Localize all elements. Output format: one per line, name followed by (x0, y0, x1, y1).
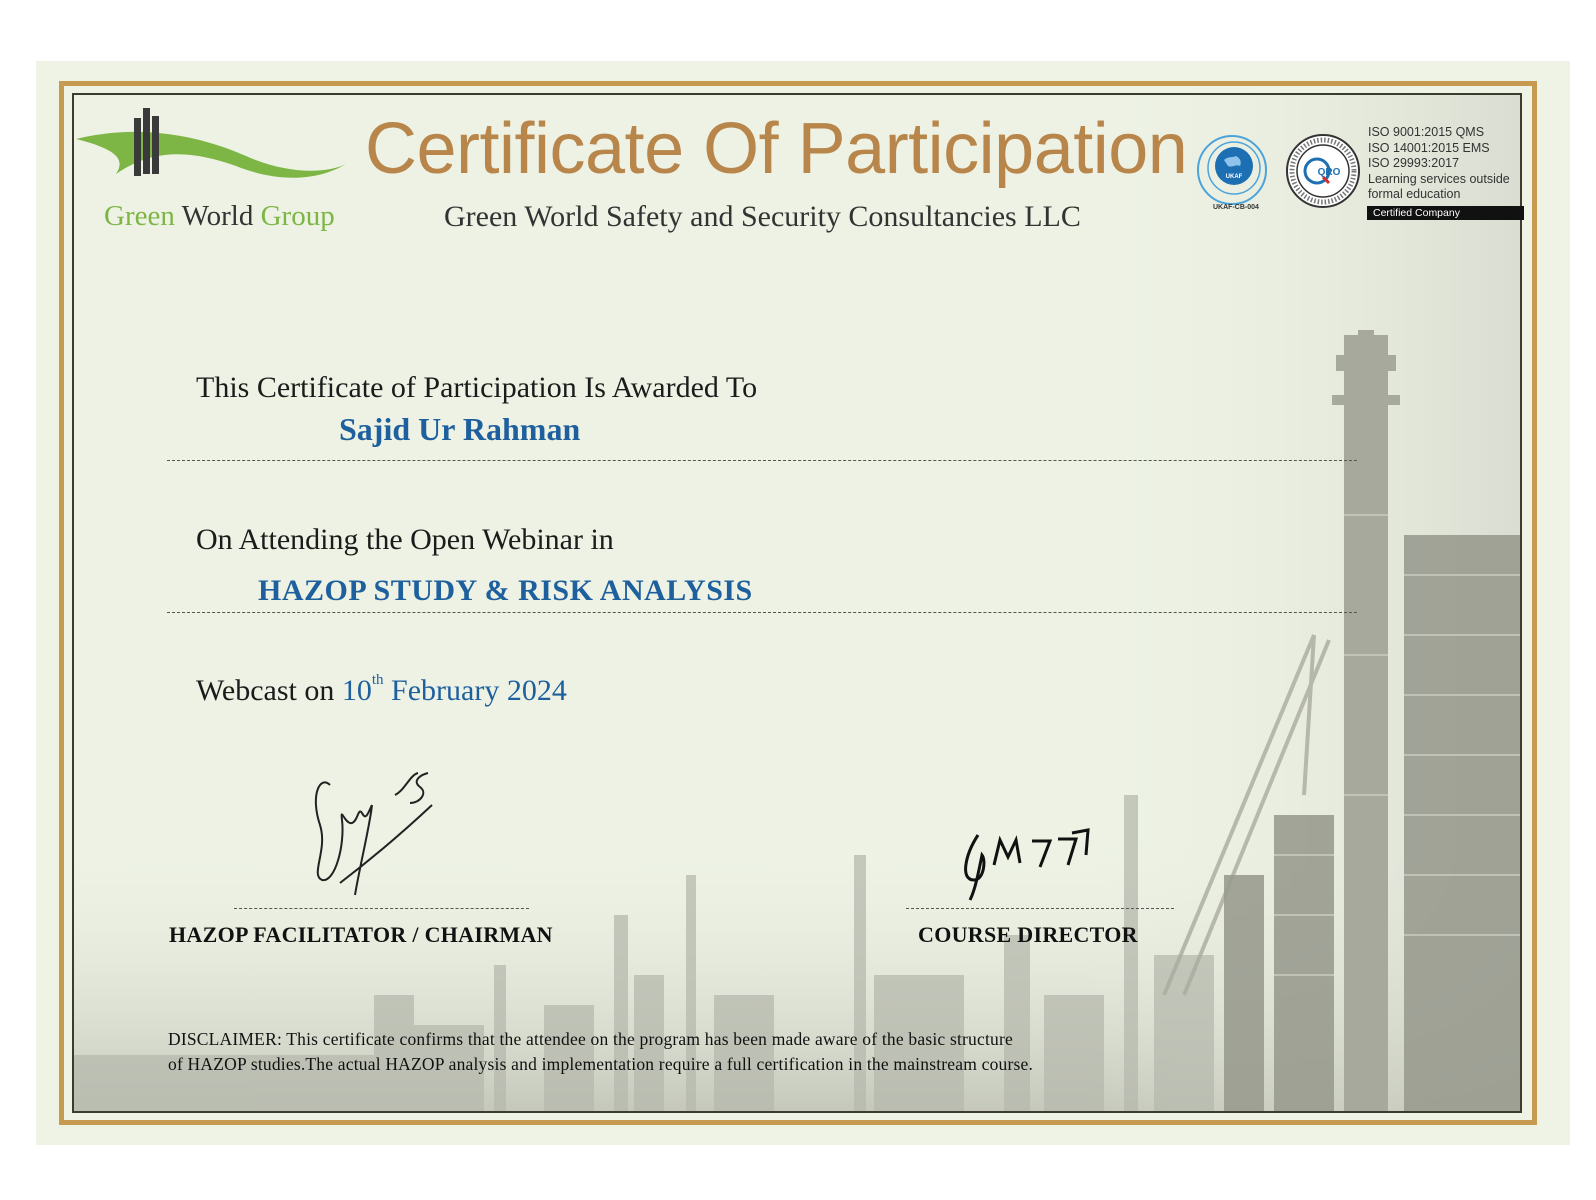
ukaf-globe-icon (1196, 134, 1268, 206)
iso-line: ISO 29993:2017 (1368, 156, 1460, 170)
logo-word-world: World (181, 200, 254, 232)
ukaf-code: UKAF-CB-004 (1213, 204, 1259, 211)
qro-seal-text: QRO (1317, 167, 1341, 178)
course-name: HAZOP STUDY & RISK ANALYSIS (258, 574, 753, 607)
iso-line: ISO 9001:2015 QMS (1368, 125, 1485, 139)
certificate-title: Certificate Of Participation (365, 109, 1188, 189)
right-signature-line (906, 908, 1174, 909)
iso-standards-list (1368, 125, 1510, 203)
iso-line: formal education (1368, 187, 1461, 201)
course-director-signature (960, 825, 1110, 905)
date-month-year: February 2024 (391, 674, 567, 707)
awarded-to-label: This Certificate of Participation Is Awarded To (196, 371, 758, 404)
company-name: Green World Safety and Security Consultancies LLC (444, 200, 1081, 233)
disclaimer (168, 1027, 1033, 1077)
course-underline (167, 612, 1357, 613)
qro-certification-seal-icon (1285, 133, 1361, 209)
iso-line: ISO 14001:2015 EMS (1368, 140, 1490, 155)
logo-word-group: Group (260, 200, 335, 232)
ukaf-badge-text: UKAF (1225, 174, 1243, 180)
disclaimer-line-2: of HAZOP studies.The actual HAZOP analysis and implementation require a full certification in the mainstream course. (168, 1054, 1034, 1074)
name-underline (167, 460, 1357, 461)
webcast-label: Webcast on (196, 674, 335, 707)
left-signature-line (234, 908, 529, 909)
certified-company-badge: Certified Company (1367, 206, 1524, 220)
facilitator-signature (300, 765, 450, 905)
webcast-date (342, 674, 567, 707)
iso-line: Learning services outside (1368, 171, 1510, 186)
recipient-name: Sajid Ur Rahman (339, 411, 581, 447)
facilitator-role: HAZOP FACILITATOR / CHAIRMAN (169, 922, 553, 947)
logo-wordmark (104, 200, 335, 233)
date-suffix: th (371, 672, 384, 688)
course-director-role: COURSE DIRECTOR (918, 922, 1138, 947)
disclaimer-line-1: DISCLAIMER: This certificate confirms that the attendee on the program has been made aware of the basic structure (168, 1029, 1013, 1049)
webcast-line (196, 674, 567, 708)
attending-label: On Attending the Open Webinar in (196, 523, 614, 556)
date-day: 10 (341, 674, 372, 707)
green-world-group-logo-mark (76, 104, 351, 204)
logo-word-green: Green (104, 200, 175, 232)
